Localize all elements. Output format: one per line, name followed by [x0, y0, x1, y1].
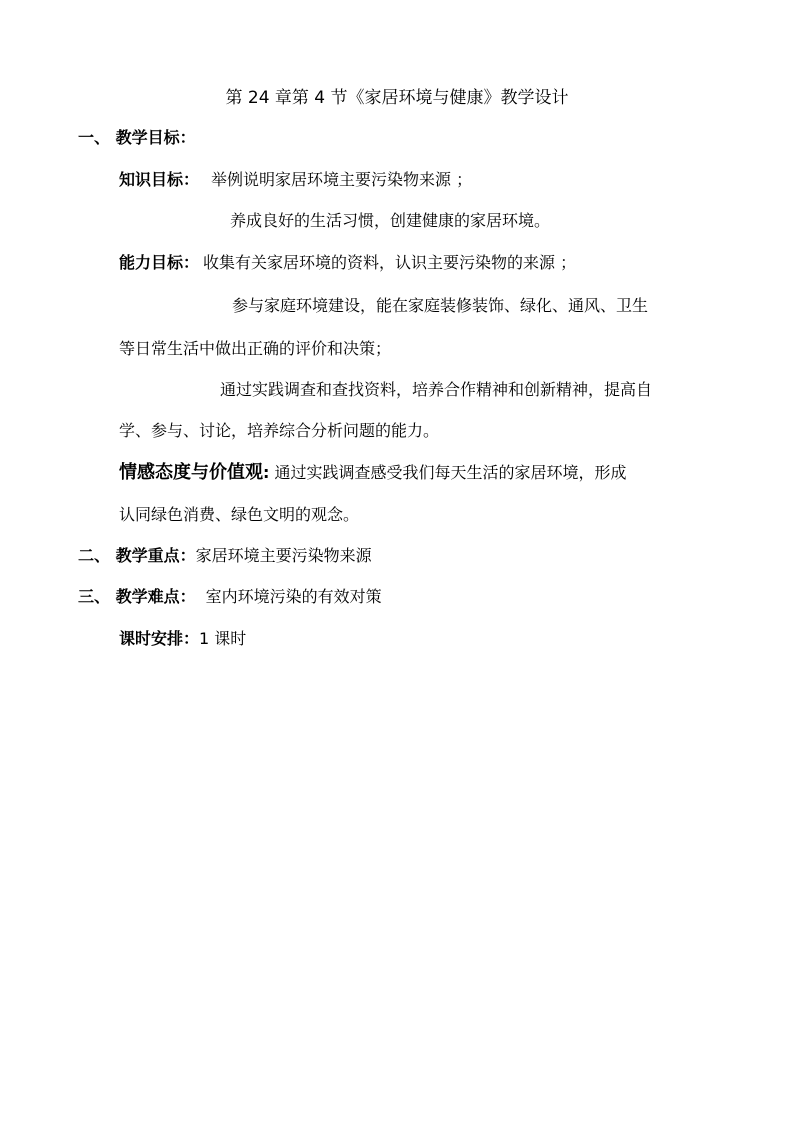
teaching-difficulty-line: [78, 587, 382, 607]
ability-goal-text-3: 等日常生活中做出正确的评价和决策；: [119, 339, 392, 358]
teaching-key-point-line: [78, 546, 372, 566]
key-point-text: 家居环境主要污染物来源: [195, 546, 372, 565]
schedule-label: 课时安排：: [119, 629, 200, 648]
ability-goal-text-5: 学、参与、讨论，培养综合分析问题的能力。: [119, 421, 440, 440]
ability-goal-label: 能力目标：: [119, 253, 200, 272]
knowledge-goal-text-2: 养成良好的生活习惯，创建健康的家居环境。: [230, 211, 551, 230]
section-heading-key-point: 二、 教学重点：: [78, 546, 196, 565]
ability-goal-text-4: 通过实践调查和查找资料，培养合作精神和创新精神，提高自: [220, 380, 653, 399]
schedule-line: [119, 629, 246, 649]
emotion-goal-text-1: 通过实践调查感受我们每天生活的家居环境，形成: [269, 463, 627, 482]
difficulty-text: 室内环境污染的有效对策: [205, 587, 382, 606]
knowledge-goal-line-1: [119, 170, 472, 190]
emotion-goal-line-1: [119, 463, 627, 483]
ability-goal-text-1: 收集有关家居环境的资料，认识主要污染物的来源 ；: [203, 253, 577, 272]
emotion-goal-label: 情感态度与价值观: [119, 462, 263, 483]
schedule-text: 1 课时: [199, 629, 247, 648]
knowledge-goal-label: 知识目标：: [119, 170, 200, 189]
section-heading-difficulty: 三、 教学难点：: [78, 587, 196, 606]
section-heading-teaching-goals: 一、 教学目标：: [78, 128, 196, 147]
emotion-goal-text-2: 认同绿色消费、绿色文明的观念。: [119, 505, 360, 524]
emotion-goal-colon: :: [263, 463, 270, 482]
document-title: 第 24 章第 4 节《家居环境与健康》教学设计: [225, 88, 569, 108]
ability-goal-text-2: 参与家庭环境建设，能在家庭装修装饰、绿化、通风、卫生: [232, 296, 649, 315]
knowledge-goal-text-1: 举例说明家居环境主要污染物来源 ；: [211, 170, 473, 189]
ability-goal-line-1: [119, 253, 576, 273]
